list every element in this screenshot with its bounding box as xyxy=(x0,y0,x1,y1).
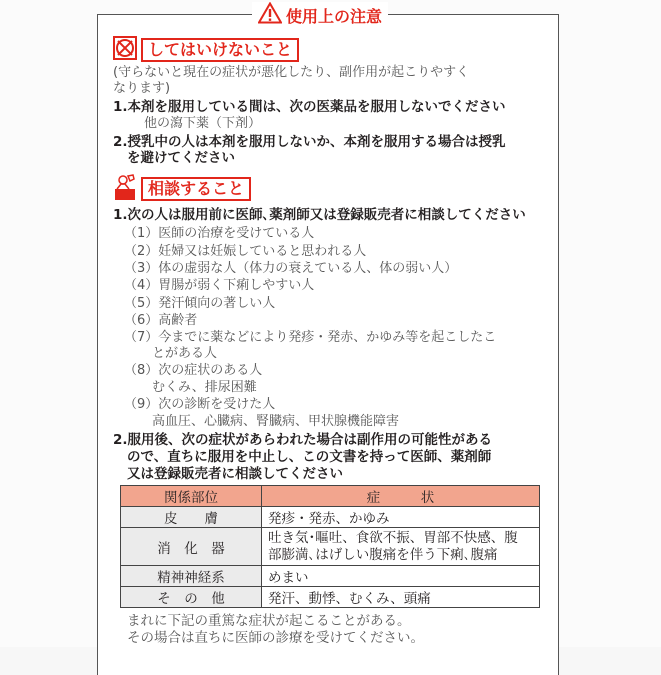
table-cell-symptom-line: 部膨満､はげしい腹痛を伴う下痢､腹痛 xyxy=(268,546,498,563)
table-cell-part: 精神神経系 xyxy=(121,566,262,587)
table-row xyxy=(121,587,540,608)
consult-list-item-sub: 高血圧、心臓病、腎臓病、甲状腺機能障害 xyxy=(152,414,400,429)
dont-heading xyxy=(113,36,299,64)
table-cell-symptom: 発疹・発赤、かゆみ xyxy=(262,507,540,528)
table-header-symptom: 症 状 xyxy=(262,486,540,507)
footer-line-2: その場合は直ちに医師の診療を受けてください。 xyxy=(127,630,424,646)
dont-intro-2: なります) xyxy=(113,81,171,96)
consult-item-2-line1: 2.服用後、次の症状があらわれた場合は副作用の可能性がある xyxy=(113,432,493,448)
consult-list-item: （9）次の診断を受けた人 xyxy=(124,397,276,412)
table-header-part: 関係部位 xyxy=(121,486,262,507)
frame-title-text: 使用上の注意 xyxy=(286,6,383,26)
dont-intro-1: (守らないと現在の症状が悪化したり、副作用が起こりやすく xyxy=(113,65,470,80)
consult-list-item: （3）体の虚弱な人（体力の衰えている人、体の弱い人） xyxy=(124,261,458,276)
dont-heading-label: してはいけないこと xyxy=(141,38,299,62)
consult-list-item: （8）次の症状のある人 xyxy=(124,363,263,378)
consult-list-item-cont: とがある人 xyxy=(152,346,218,361)
frame-title xyxy=(252,2,388,28)
dont-item-2-line2: を避けてください xyxy=(127,150,235,166)
consult-item-2-line2: ので、直ちに服用を中止し、この文書を持って医師、薬剤師 xyxy=(127,449,492,465)
consult-heading xyxy=(113,173,251,205)
table-cell-symptom xyxy=(262,528,540,566)
table-row xyxy=(121,566,540,587)
consult-list-item: （1）医師の治療を受けている人 xyxy=(124,226,315,241)
consult-heading-label: 相談すること xyxy=(141,177,251,201)
table-row xyxy=(121,528,540,566)
table-cell-part: 皮 膚 xyxy=(121,507,262,528)
dont-item-1: 1.本剤を服用している間は、次の医薬品を服用しないでください xyxy=(113,99,506,115)
footer-line-1: まれに下記の重篤な症状が起こることがある。 xyxy=(127,613,411,629)
consult-list-item: （4）胃腸が弱く下痢しやすい人 xyxy=(124,278,315,293)
consult-list-item: （5）発汗傾向の著しい人 xyxy=(124,296,276,311)
table-cell-symptom: めまい xyxy=(262,566,540,587)
table-cell-symptom-line: 吐き気･嘔吐、食欲不振、胃部不快感、腹 xyxy=(268,529,518,546)
table-cell-part: 消 化 器 xyxy=(121,528,262,566)
table-cell-part: そ の 他 xyxy=(121,587,262,608)
table-header-row xyxy=(121,486,540,507)
table-row xyxy=(121,507,540,528)
symptom-table xyxy=(120,485,540,608)
consult-list-item: （7）今までに薬などにより発疹・発赤、かゆみ等を起こしたこ xyxy=(124,330,497,345)
consult-list-item: （2）妊婦又は妊娠していると思われる人 xyxy=(124,244,367,259)
consult-list-item: （6）高齢者 xyxy=(124,313,198,328)
consult-doctor-icon xyxy=(113,173,137,205)
dont-item-2-line1: 2.授乳中の人は本剤を服用しないか、本剤を服用する場合は授乳 xyxy=(113,134,506,150)
consult-item-1: 1.次の人は服用前に医師､薬剤師又は登録販売者に相談してください xyxy=(113,207,526,223)
consult-item-2-line3: 又は登録販売者に相談してください xyxy=(127,466,343,482)
prohibited-icon xyxy=(113,36,137,64)
dont-item-1-sub: 他の瀉下薬（下剤） xyxy=(144,116,262,131)
consult-list-item-sub: むくみ、排尿困難 xyxy=(152,380,257,395)
table-cell-symptom: 発汗、動悸、むくみ、頭痛 xyxy=(262,587,540,608)
warning-triangle-icon xyxy=(258,2,282,28)
